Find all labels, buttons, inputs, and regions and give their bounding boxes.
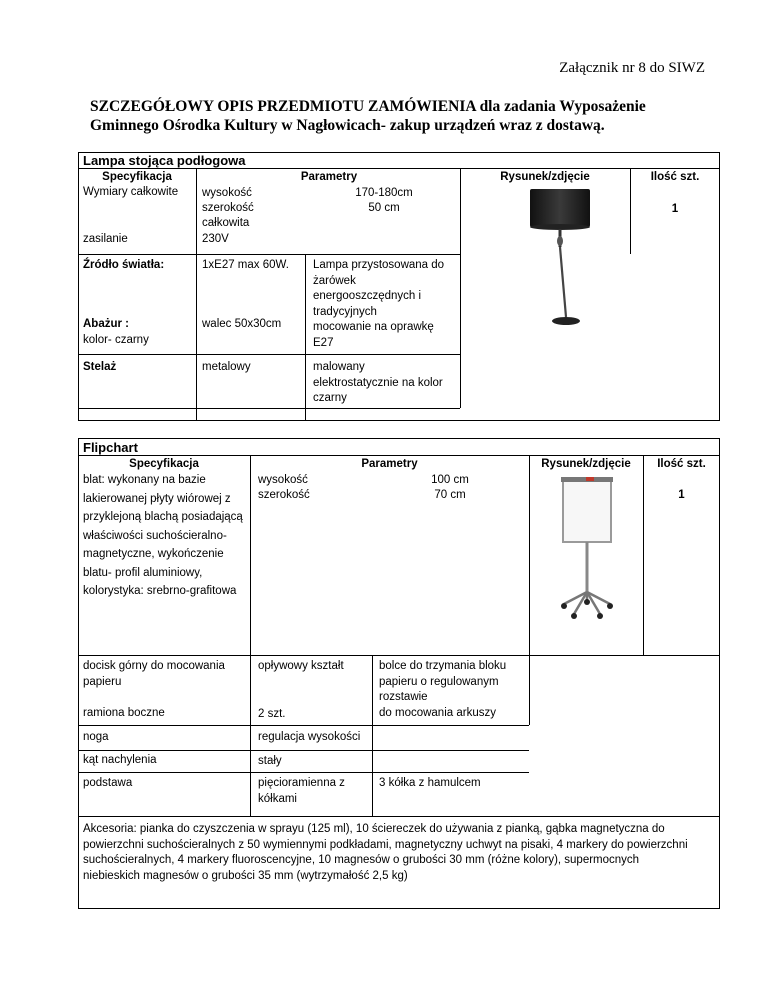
lamp-height-label: wysokość bbox=[202, 187, 252, 199]
lamp-col-spec: Specyfikacja bbox=[102, 171, 172, 183]
lamp-col-image: Rysunek/zdjęcie bbox=[500, 171, 590, 183]
lamp-light-label: Źródło światła: bbox=[83, 259, 165, 271]
lamp-frame-note: malowany elektrostatycznie na kolor czarny bbox=[313, 361, 443, 404]
flipchart-tilt-label: kąt nachylenia bbox=[83, 754, 157, 766]
flipchart-base-note: 3 kółka z hamulcem bbox=[379, 777, 481, 789]
lamp-col-qty: Ilość szt. bbox=[650, 171, 700, 183]
lamp-power-value: 230V bbox=[202, 233, 229, 245]
lamp-frame-label: Stelaż bbox=[83, 361, 117, 373]
flipchart-base-value: pięcioramienna z kółkami bbox=[258, 777, 345, 805]
floor-lamp-image bbox=[520, 185, 600, 330]
annex-label: Załącznik nr 8 do SIWZ bbox=[559, 60, 705, 76]
flipchart-arms-value: 2 szt. bbox=[258, 708, 286, 720]
lamp-power-label: zasilanie bbox=[83, 233, 128, 245]
lamp-height-value: 170-180cm bbox=[355, 187, 413, 199]
flipchart-col-image: Rysunek/zdjęcie bbox=[541, 458, 631, 470]
lamp-frame-value: metalowy bbox=[202, 361, 251, 373]
flipchart-col-spec: Specyfikacja bbox=[129, 458, 199, 470]
flipchart-leg-value: regulacja wysokości bbox=[258, 731, 361, 743]
flipchart-col-qty: Ilość szt. bbox=[657, 458, 706, 470]
flipchart-leg-label: noga bbox=[83, 731, 109, 743]
lamp-dims-label: Wymiary całkowite bbox=[83, 186, 179, 198]
lamp-col-params: Parametry bbox=[300, 171, 358, 183]
flipchart-image bbox=[552, 474, 622, 624]
flipchart-clamp-value: opływowy kształt bbox=[258, 660, 344, 672]
flipchart-title: Flipchart bbox=[83, 440, 138, 455]
flipchart-accessories: Akcesoria: pianka do czyszczenia w sprayu (125 ml), 10 ściereczek do używania z pianką, gąbka magnetyczna do powierzchni suchościeralnych z 50 wymiennymi podkładami, magnetyczny uchwyt na pisaki, 4 markery do powierzchni suchościeralnych, 4 markery fluoroscencyjne, 10 magnesów o grubości 30 mm (różne kolory), supermocnych niebieskich magnesów o grubości 35 mm (wytrzymałość 2,5 kg) bbox=[83, 823, 688, 882]
title-line-2: Gminnego Ośrodka Kultury w Nagłowicach- zakup urządzeń wraz z dostawą. bbox=[90, 117, 605, 134]
lamp-width-label-1: szerokość bbox=[202, 202, 254, 214]
flipchart-base-label: podstawa bbox=[83, 777, 133, 789]
document-title bbox=[90, 97, 710, 135]
flipchart-tilt-value: stały bbox=[258, 755, 282, 767]
lamp-shade-value: walec 50x30cm bbox=[202, 318, 282, 330]
flipchart-clamp-label: docisk górny do mocowania papieru bbox=[83, 660, 225, 688]
flipchart-width-value: 70 cm bbox=[434, 489, 466, 501]
title-line-1: SZCZEGÓŁOWY OPIS PRZEDMIOTU ZAMÓWIENIA dla zadania Wyposażenie bbox=[90, 98, 646, 115]
flipchart-spec-text: blat: wykonany na bazie lakierowanej płyty wiórowej z przyklejoną blachą posiadającą właściwości suchościeralno- magnetyczne, wykończenie blatu- profil aluminiowy, kolorystyka: srebrno-grafitowa bbox=[83, 474, 243, 597]
lamp-width-value: 50 cm bbox=[368, 202, 400, 214]
flipchart-height-label: wysokość bbox=[258, 474, 308, 486]
flipchart-clamp-note: bolce do trzymania bloku papieru o regulowanym rozstawie do mocowania arkuszy bbox=[379, 660, 507, 719]
lamp-shade-label: Abażur : kolor- czarny bbox=[83, 318, 149, 346]
flipchart-arms-label: ramiona boczne bbox=[83, 707, 165, 719]
lamp-qty: 1 bbox=[671, 203, 679, 215]
flipchart-col-params: Parametry bbox=[361, 458, 418, 470]
flipchart-height-value: 100 cm bbox=[431, 474, 469, 486]
lamp-width-label-2: całkowita bbox=[202, 217, 250, 229]
lamp-light-note: Lampa przystosowana do żarówek energooszczędnych i tradycyjnych mocowanie na oprawkę E27 bbox=[313, 259, 445, 349]
flipchart-width-label: szerokość bbox=[258, 489, 310, 501]
lamp-light-value: 1xE27 max 60W. bbox=[202, 259, 289, 271]
lamp-title: Lampa stojąca podłogowa bbox=[83, 153, 246, 168]
flipchart-qty: 1 bbox=[678, 489, 685, 501]
